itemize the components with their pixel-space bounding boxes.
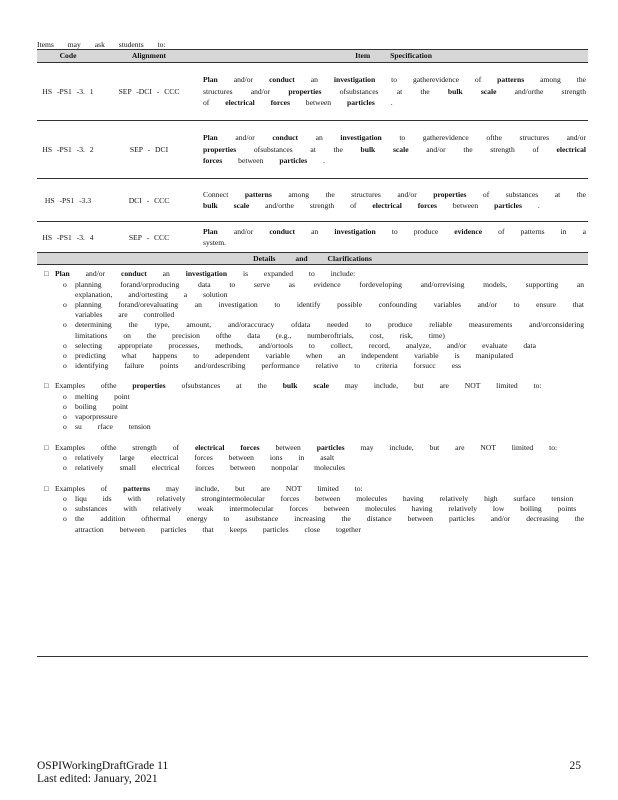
text-run: to gatherevidence ofthe structures and/or <box>381 133 586 143</box>
bottom-rule <box>37 656 588 657</box>
footer-title: OSPIWorkingDraftGrade 11 <box>37 760 169 772</box>
keyword: particles <box>316 442 345 452</box>
text-run: between <box>289 98 348 108</box>
list-item: o substances with relatively weak intermolecular forces between molecules having relatively low boiling points <box>63 504 584 514</box>
keyword: particles <box>279 156 308 166</box>
list-item: o determining the type, amount, and/oraccuracy ofdata needed to produce reliable measurements and/orconsidering limitations on the precision ofthe data (e.g., numberoftrials, cost, risk, time) <box>63 320 584 340</box>
keyword: properties <box>203 144 237 154</box>
text-run: of patterns in a system. <box>203 226 586 247</box>
keyword: bulk scale <box>447 86 497 96</box>
text-run: ofsubstances at the <box>165 381 283 391</box>
detail-list <box>41 453 584 473</box>
row-specification <box>199 185 588 216</box>
text-run: and/or the strength of <box>408 144 557 154</box>
bullet-box-icon: □ <box>44 442 49 452</box>
detail-block <box>41 269 584 371</box>
text-run: ofsubstances at the <box>236 144 361 154</box>
keyword: particles <box>494 201 522 210</box>
list-item: o the addition ofthermal energy to asubstance increasing the distance between particles and/or decreasing the attraction between particles that keeps particles close together <box>63 514 584 534</box>
text-run: . <box>374 98 393 108</box>
keyword: particles <box>347 98 375 108</box>
detail-lead <box>41 484 584 495</box>
text-run: of substances at the <box>466 189 587 199</box>
header-item-spec: Item Specification <box>355 51 432 60</box>
bullet-box-icon: □ <box>44 483 49 493</box>
keyword: patterns <box>244 189 272 199</box>
header-code: Code <box>59 51 77 60</box>
footer-edited: Last edited: January, 2021 <box>37 773 158 785</box>
keyword: patterns <box>123 483 151 493</box>
list-item: o relatively large electrical forces between ions in asalt <box>63 453 584 463</box>
text-run: and/or <box>217 226 270 236</box>
table-row <box>37 179 588 222</box>
keyword: properties <box>132 381 166 391</box>
text-run: an <box>295 226 335 236</box>
list-item: o predicting what happens to adependent variable when an independent variable is manipulated <box>63 351 584 361</box>
text-run: Examples of <box>55 483 124 493</box>
keyword: electrical forces <box>194 442 260 452</box>
spec-table <box>37 49 588 545</box>
text-run: is expanded to include: <box>227 269 356 278</box>
list-item: o liqu ids with relatively strongintermolecular forces between molecules having relatively high surface tension <box>63 494 584 504</box>
keyword: Plan <box>203 75 218 85</box>
keyword: Plan <box>203 226 218 236</box>
keyword: Plan <box>203 133 218 143</box>
footer <box>37 760 168 786</box>
text-run: and/orthe strength of <box>203 86 587 108</box>
table-row <box>37 63 588 121</box>
text-run: . <box>521 201 540 210</box>
detail-block <box>41 381 584 432</box>
table-row <box>37 121 588 179</box>
text-run: and/orthe strength of <box>249 201 373 210</box>
keyword: investigation <box>334 226 376 236</box>
keyword: properties <box>288 86 322 96</box>
table-header <box>37 49 588 63</box>
detail-lead <box>41 443 584 454</box>
list-item: o planning forand/orproducing data to serve as evidence fordeveloping and/orrevising models, supporting an explanation, and/ortesting a solution <box>63 280 584 300</box>
table-row <box>37 222 588 253</box>
keyword: patterns <box>497 75 525 85</box>
keyword: properties <box>433 189 467 199</box>
text-run: and/or <box>217 133 273 143</box>
detail-list <box>41 494 584 535</box>
text-run: among the structures and/or <box>203 75 586 96</box>
row-code: HS -PS1 -3.3 <box>44 195 92 205</box>
keyword: conduct <box>120 269 147 278</box>
header-alignment: Alignment <box>131 51 167 60</box>
keyword: bulk scale <box>360 144 409 154</box>
detail-list <box>41 280 584 372</box>
keyword: bulk scale <box>282 381 329 391</box>
intro-text: Items may ask students to: <box>37 40 166 49</box>
keyword: electrical forces <box>372 201 438 210</box>
keyword: conduct <box>272 133 299 143</box>
keyword: conduct <box>269 226 296 236</box>
row-code: HS -PS1 -3. 2 <box>42 145 94 154</box>
list-item: o planning forand/orevaluating an investigation to identify possible confounding variables and/or to ensure that variables are controlled <box>63 300 584 320</box>
row-alignment: SEP - CCC <box>128 232 170 242</box>
keyword: investigation <box>333 75 376 85</box>
text-run: may include, but are NOT limited to: <box>150 483 363 493</box>
detail-list <box>41 392 584 433</box>
row-code: HS -PS1 -3. 1 <box>42 87 94 96</box>
list-item: o vaporpressure <box>63 412 584 422</box>
row-alignment: SEP - DCI <box>129 145 169 154</box>
text-run: an <box>146 269 186 278</box>
text-run: Examples ofthe strength of <box>55 442 195 452</box>
text-run: Examples ofthe <box>55 381 133 391</box>
row-specification <box>199 222 588 253</box>
text-run: an <box>298 133 341 143</box>
detail-block <box>41 484 584 535</box>
text-run: and/or <box>217 75 270 85</box>
text-run: Connect <box>203 189 245 199</box>
text-run: between <box>222 156 280 166</box>
row-specification <box>199 70 588 113</box>
list-item: o su rface tension <box>63 422 584 432</box>
keyword: electrical forces <box>203 144 586 166</box>
text-run: may include, but are NOT limited to: <box>328 381 542 391</box>
row-specification <box>199 128 588 171</box>
spec-text <box>203 190 586 211</box>
keyword: evidence <box>454 226 483 236</box>
list-item: o identifying failure points and/ordescribing performance relative to criteria forsucc ess <box>63 361 584 371</box>
row-code: HS -PS1 -3. 4 <box>42 232 94 242</box>
text-run: among the structures and/or <box>271 189 434 199</box>
details-section <box>37 265 588 535</box>
text-run: may include, but are NOT limited to: <box>344 442 558 452</box>
text-run: an <box>294 75 334 85</box>
spec-text <box>203 75 586 107</box>
text-run: . <box>307 156 326 166</box>
list-item: o relatively small electrical forces between nonpolar molecules <box>63 463 584 473</box>
keyword: bulk scale <box>203 201 250 210</box>
text-run: between <box>259 442 317 452</box>
row-alignment: DCI - CCC <box>128 195 170 205</box>
list-item: o melting point <box>63 392 584 402</box>
detail-block <box>41 443 584 474</box>
spec-text <box>203 227 586 248</box>
detail-lead <box>41 381 584 392</box>
list-item: o selecting appropriate processes, methods, and/ortools to collect, record, analyze, and/or evaluate data <box>63 341 584 351</box>
keyword: electrical forces <box>225 98 290 108</box>
bullet-box-icon: □ <box>44 269 49 278</box>
keyword: conduct <box>269 75 295 85</box>
keyword: investigation <box>185 269 228 278</box>
text-run: between <box>437 201 495 210</box>
text-run: to gatherevidence of <box>375 75 498 85</box>
bullet-box-icon: □ <box>44 381 49 391</box>
details-header: Details and Clarifications <box>37 253 588 265</box>
text-run: and/or <box>69 269 121 278</box>
keyword: Plan <box>55 269 70 278</box>
row-alignment: SEP -DCI - CCC <box>118 87 180 96</box>
detail-lead <box>41 269 584 280</box>
page-number: 25 <box>569 760 581 772</box>
text-run: to produce <box>375 226 455 236</box>
list-item: o boiling point <box>63 402 584 412</box>
keyword: investigation <box>340 133 382 143</box>
text-run: ofsubstances at the <box>321 86 448 96</box>
spec-text <box>203 133 586 165</box>
